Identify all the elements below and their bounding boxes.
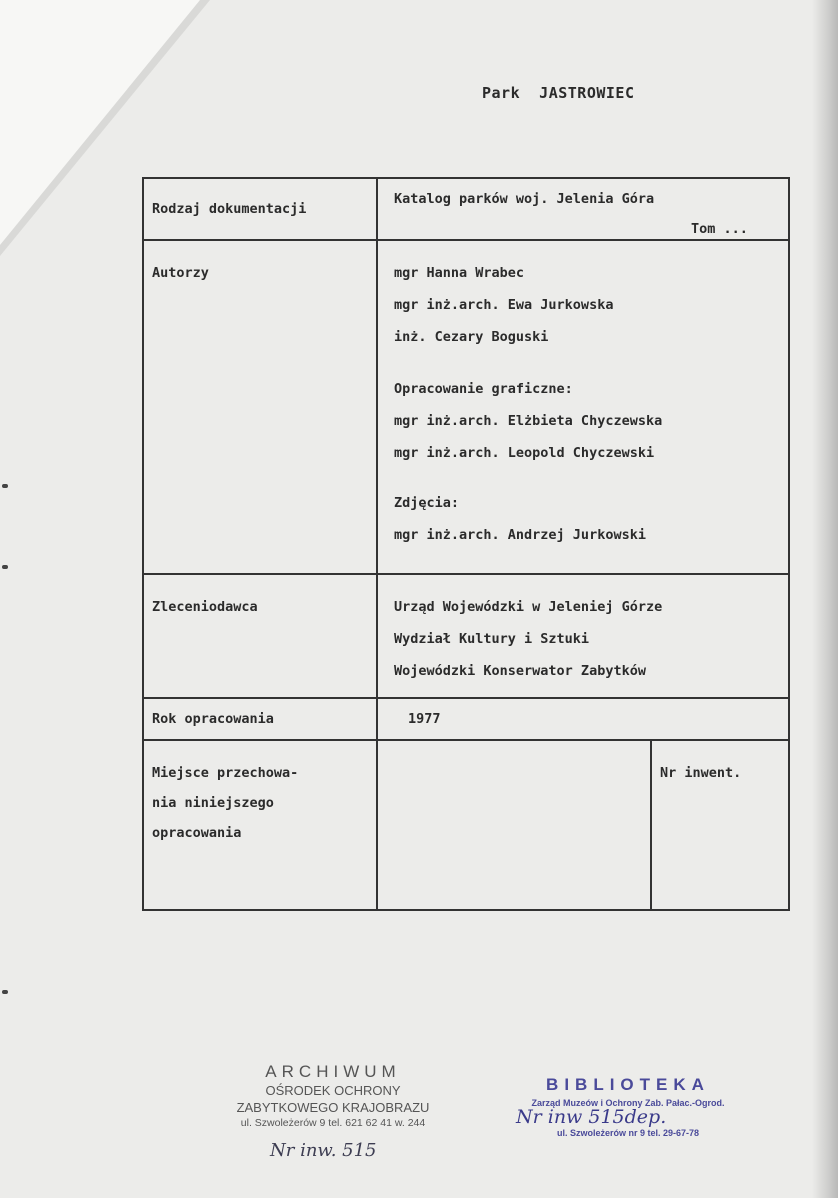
author-2: mgr inż.arch. Ewa Jurkowska <box>394 297 614 313</box>
library-stamp-address: ul. Szwoleżerów nr 9 tel. 29-67-78 <box>556 1128 700 1138</box>
archive-handwritten-number: Nr inw. 515 <box>270 1140 377 1161</box>
library-stamp-line2: Zarząd Muzeów i Ochrony Zab. Pałac.-Ogrod. <box>531 1098 725 1108</box>
label-zleceniodawca: Zleceniodawca <box>152 599 258 615</box>
label-miejsce-1: Miejsce przechowa- <box>152 765 299 781</box>
value-tom: Tom ... <box>691 221 748 237</box>
client-line-2: Wydział Kultury i Sztuki <box>394 631 590 647</box>
page-title: Park JASTROWIEC <box>482 84 635 102</box>
label-miejsce-2: nia niniejszego <box>152 795 274 811</box>
archive-stamp <box>218 1062 448 1131</box>
archive-stamp-address: ul. Szwoleżerów 9 tel. 621 62 41 w. 244 <box>240 1117 426 1129</box>
paper-edge-shadow <box>812 0 838 1198</box>
column-divider <box>376 179 378 909</box>
table-divider <box>144 739 788 741</box>
label-miejsce-3: opracowania <box>152 825 242 841</box>
author-1: mgr Hanna Wrabec <box>394 265 525 281</box>
label-nr-inwent: Nr inwent. <box>660 765 742 781</box>
table-divider <box>144 697 788 699</box>
library-handwritten-number: Nr inw 515dep. <box>516 1106 667 1128</box>
archive-stamp-line3: ZABYTKOWEGO KRAJOBRAZU <box>236 1100 430 1115</box>
client-line-1: Urząd Wojewódzki w Jeleniej Górze <box>394 599 663 615</box>
value-year: 1977 <box>408 711 441 727</box>
archive-stamp-line2: OŚRODEK OCHRONY <box>265 1083 401 1098</box>
library-stamp-title: BIBLIOTEKA <box>546 1075 710 1094</box>
graphic-author-1: mgr inż.arch. Elżbieta Chyczewska <box>394 413 663 429</box>
archive-stamp-title: ARCHIWUM <box>265 1062 401 1081</box>
author-3: inż. Cezary Boguski <box>394 329 549 345</box>
client-line-3: Wojewódzki Konserwator Zabytków <box>394 663 646 679</box>
column-divider <box>650 741 652 909</box>
photos-author-1: mgr inż.arch. Andrzej Jurkowski <box>394 527 646 543</box>
label-rok: Rok opracowania <box>152 711 274 727</box>
graphic-heading: Opracowanie graficzne: <box>394 381 573 397</box>
label-autorzy: Autorzy <box>152 265 209 281</box>
documentation-table <box>142 177 790 911</box>
punch-mark <box>2 990 8 994</box>
punch-mark <box>2 565 8 569</box>
punch-mark <box>2 484 8 488</box>
table-divider <box>144 573 788 575</box>
photos-heading: Zdjęcia: <box>394 495 460 511</box>
graphic-author-2: mgr inż.arch. Leopold Chyczewski <box>394 445 655 461</box>
value-katalog: Katalog parków woj. Jelenia Góra <box>394 191 655 207</box>
label-rodzaj: Rodzaj dokumentacji <box>152 201 307 217</box>
